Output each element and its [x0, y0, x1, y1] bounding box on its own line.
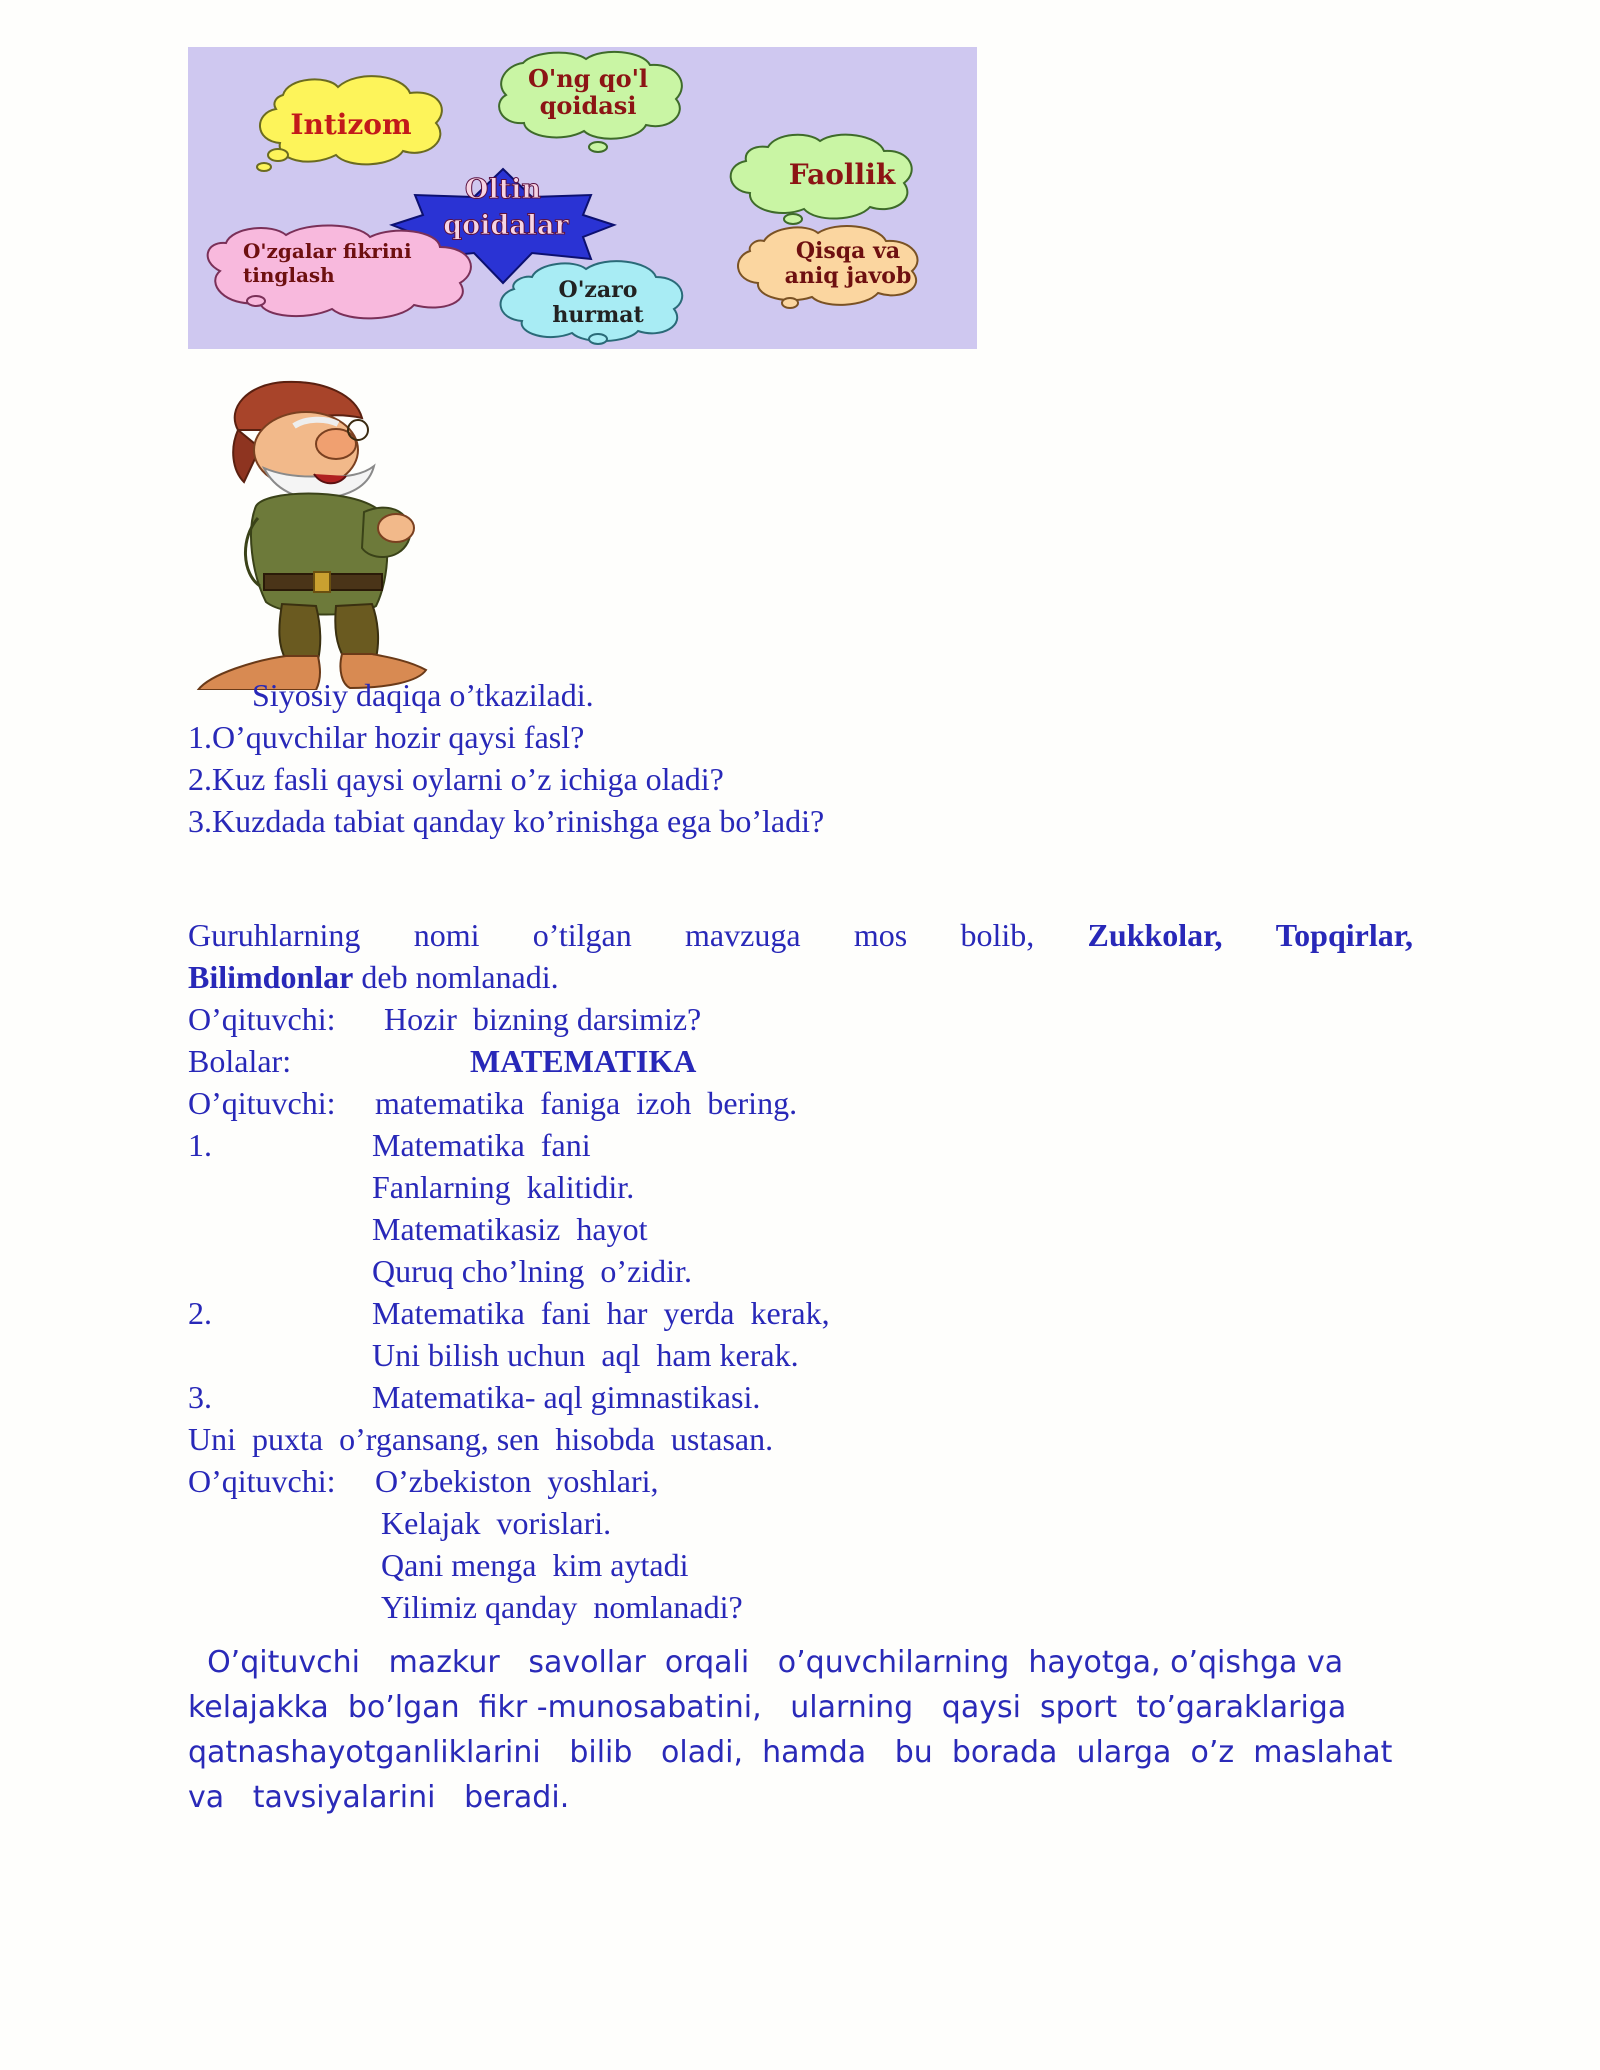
poem-2-line-1: Matematika fani har yerda kerak,	[372, 1295, 830, 1331]
question-2: 2.Kuz fasli qaysi oylarni o’z ichiga oladi?	[188, 761, 724, 797]
poem-1-line-2: Fanlarning kalitidir.	[372, 1169, 635, 1205]
groups-end-text: deb nomlanadi.	[353, 959, 559, 995]
groups-word: bolib,	[960, 917, 1035, 953]
dwarf-illustration	[186, 378, 476, 690]
groups-word: Guruhlarning	[188, 917, 361, 953]
poem-1-line-3: Matematikasiz hayot	[372, 1211, 648, 1247]
cloud-qisqa-javob	[738, 226, 918, 308]
cloud-qisqa-label-2: aniq javob	[784, 263, 912, 289]
center-label-1: Oltin	[464, 174, 542, 205]
final-paragraph-line-3: qatnashayotganliklarini bilib oladi, hamda bu borada ularga o’z maslahat	[188, 1735, 1393, 1770]
cloud-intizom-label: Intizom	[290, 108, 412, 141]
teacher-label-1: O’qituvchi:	[188, 1001, 336, 1037]
center-label-2: qoidalar	[443, 210, 569, 241]
golden-rules-illustration	[188, 47, 977, 349]
final-paragraph-line-2: kelajakka bo’lgan fikr -munosabatini, ularning qaysi sport to’garaklariga	[188, 1690, 1347, 1725]
poem-number-2: 2.	[188, 1295, 212, 1331]
final-paragraph-line-1: O’qituvchi mazkur savollar orqali o’quvchilarning hayotga, o’qishga va	[188, 1645, 1344, 1680]
poem-3-line-1: Matematika- aql gimnastikasi.	[372, 1379, 761, 1415]
cloud-faollik	[731, 135, 912, 224]
cloud-ozaro-label-1: O'zaro	[558, 277, 638, 303]
cloud-ozgalar-label-1: O'zgalar fikrini	[243, 239, 412, 263]
teacher-3-line-2: Kelajak vorislari.	[381, 1505, 612, 1541]
teacher-label-3: O’qituvchi:	[188, 1463, 336, 1499]
teacher-text-1: Hozir bizning darsimiz?	[384, 1001, 702, 1037]
cloud-ozgalar-label-2: tinglash	[243, 263, 335, 287]
cloud-ozaro-hurmat	[501, 261, 683, 344]
cloud-intizom	[257, 76, 442, 171]
cloud-ozaro-label-2: hurmat	[552, 302, 644, 328]
poem-1-line-4: Quruq cho’lning o’zidir.	[372, 1253, 692, 1289]
poem-2-line-2: Uni bilish uchun aql ham kerak.	[372, 1337, 799, 1373]
question-1: 1.O’quvchilar hozir qaysi fasl?	[188, 719, 585, 755]
groups-word: o’tilgan	[532, 917, 632, 953]
groups-line-2	[188, 958, 559, 996]
groups-word: mos	[853, 917, 908, 953]
golden-rules-image	[188, 47, 977, 349]
groups-line	[188, 916, 1413, 954]
final-paragraph-line-4: va tavsiyalarini beradi.	[188, 1780, 570, 1815]
kids-label: Bolalar:	[188, 1043, 292, 1079]
dwarf-icon	[186, 378, 476, 690]
teacher-3-line-3: Qani menga kim aytadi	[381, 1547, 689, 1583]
poem-number-3: 3.	[188, 1379, 212, 1415]
teacher-3-line-4: Yilimiz qanday nomlanadi?	[381, 1589, 743, 1625]
teacher-text-2: matematika faniga izoh bering.	[375, 1085, 798, 1121]
poem-3-line-2: Uni puxta o’rgansang, sen hisobda ustasan.	[188, 1421, 774, 1457]
cloud-ong-qol-label-2: qoidasi	[539, 91, 637, 120]
groups-word: mavzuga	[685, 917, 801, 953]
cloud-ong-qol-qoidasi	[499, 52, 682, 152]
intro-line: Siyosiy daqiqa o’tkaziladi.	[252, 677, 594, 713]
question-3: 3.Kuzdada tabiat qanday ko’rinishga ega bo’ladi?	[188, 803, 825, 839]
teacher-label-2: O’qituvchi:	[188, 1085, 336, 1121]
cloud-qisqa-label-1: Qisqa va	[795, 238, 901, 264]
cloud-ong-qol-label-1: O'ng qo'l	[527, 64, 649, 93]
kids-answer: MATEMATIKA	[470, 1043, 697, 1079]
cloud-ozgalar-fikrini	[208, 225, 471, 318]
group-name-zukkolar: Zukkolar,	[1087, 917, 1223, 953]
groups-word: nomi	[413, 917, 480, 953]
cloud-faollik-label: Faollik	[788, 158, 896, 191]
poem-1-line-1: Matematika fani	[372, 1127, 591, 1163]
teacher-3-line-1: O’zbekiston yoshlari,	[375, 1463, 659, 1499]
group-name-topqirlar: Topqirlar,	[1275, 917, 1413, 953]
group-name-bilimdonlar: Bilimdonlar	[188, 959, 354, 995]
poem-number-1: 1.	[188, 1127, 212, 1163]
